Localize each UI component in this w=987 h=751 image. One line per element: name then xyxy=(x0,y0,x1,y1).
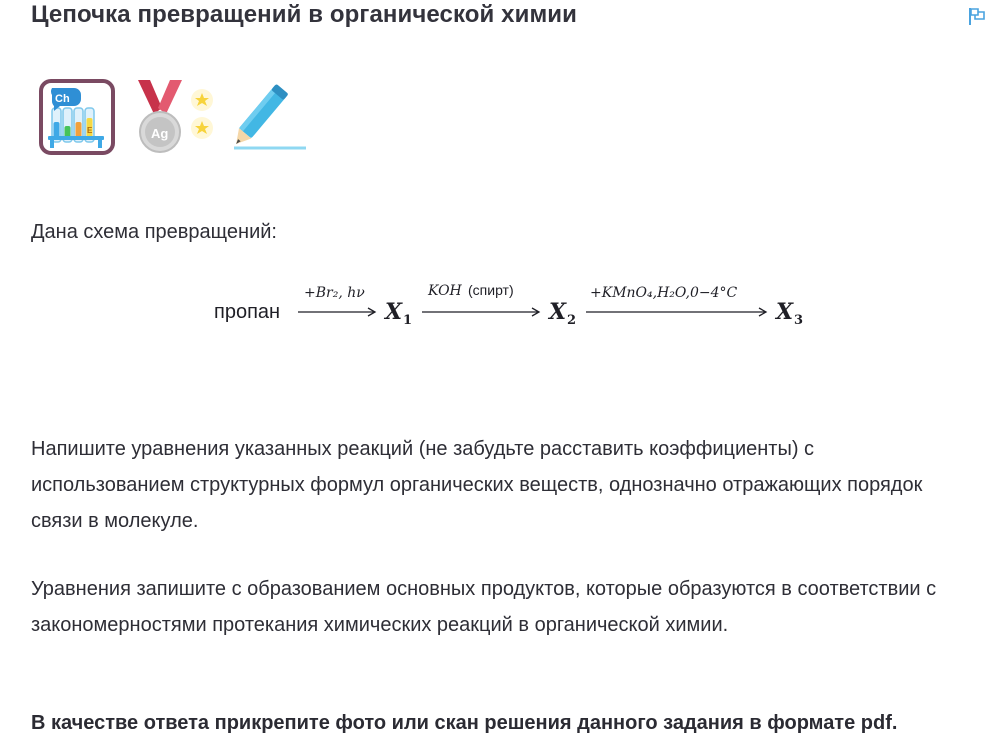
task-title: Цепочка превращений в органической химии xyxy=(31,1,578,28)
x-symbol: X xyxy=(549,299,567,325)
test-tube-label: E xyxy=(87,126,93,135)
reagent-1: +Br₂, hν xyxy=(304,285,365,301)
instruction-paragraph-1: Напишите уравнения указанных реакций (не забудьте расставить коэффициенты) с использованием структурных формул органических веществ, однозначно отражающих порядок связи в молекуле. xyxy=(31,438,923,532)
reagent-2-formula: KOH xyxy=(428,283,462,299)
reagent-3: +KMnO₄,H₂O,0−4°C xyxy=(590,285,738,301)
x-symbol: X xyxy=(385,299,403,325)
scheme-intro: Дана схема превращений: xyxy=(31,221,277,243)
star-icon xyxy=(191,117,213,139)
instruction-paragraph-2: Уравнения запишите с образованием основных продуктов, которые образуются в соответствии с закономерностями протекания химических реакций в органической химии. xyxy=(31,578,937,636)
silver-medal-badge xyxy=(132,78,218,158)
chemistry-badge xyxy=(38,78,116,156)
chemistry-badge-label: Ch xyxy=(55,93,70,105)
x-index-1: 1 xyxy=(403,313,413,328)
scheme-start: пропан xyxy=(214,301,281,323)
answer-instruction: В качестве ответа прикрепите фото или скан решения данного задания в формате pdf. xyxy=(31,712,898,734)
star-icon xyxy=(191,89,213,111)
reagent-2-condition: (спирт) xyxy=(468,282,514,298)
x-symbol: X xyxy=(776,299,794,325)
x-index-2: 2 xyxy=(567,313,577,328)
x-index-3: 3 xyxy=(794,313,804,328)
pencil-icon xyxy=(228,78,318,158)
report-flag-icon[interactable] xyxy=(966,6,987,26)
medal-label: Ag xyxy=(151,126,169,141)
achievement-badges xyxy=(38,78,318,160)
transformation-scheme xyxy=(214,278,814,328)
